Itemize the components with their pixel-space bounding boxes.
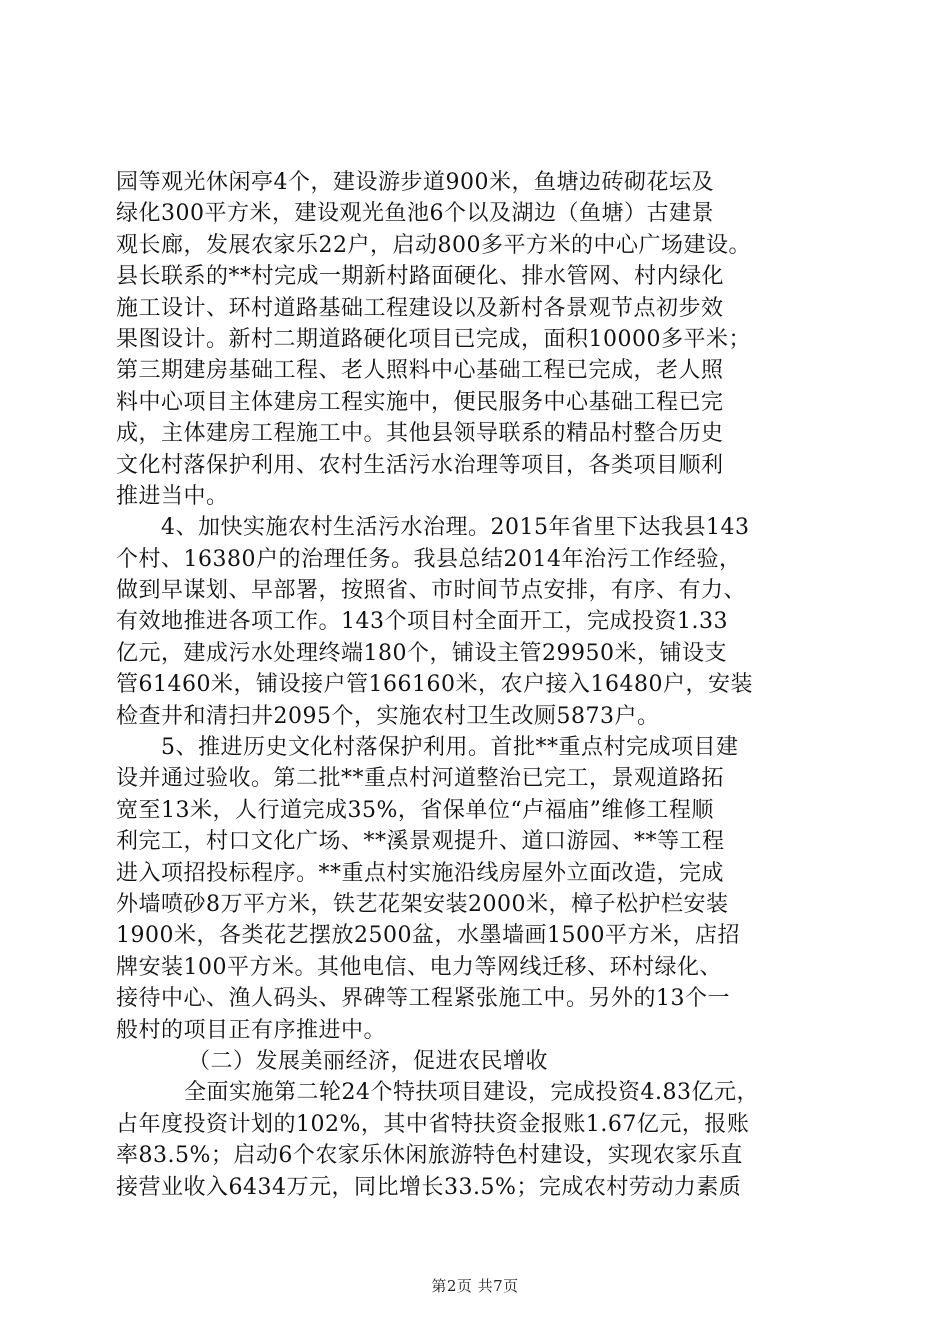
text-line: 果图设计。新村二期道路硬化项目已完成，面积10000多平米； [116, 326, 751, 352]
section-heading: （二）发展美丽经济，促进农民增收 [188, 1048, 549, 1074]
text-line: 率83.5%；启动6个农家乐休闲旅游特色村建设，实现农家乐直 [116, 1143, 743, 1169]
paragraph-start-line: 全面实施第二轮24个特扶项目建设，完成投资4.83亿元， [184, 1080, 759, 1106]
text-line: 文化村落保护利用、农村生活污水治理等项目，各类项目顺利 [116, 452, 724, 478]
text-line: 外墙喷砂8万平方米，铁艺花架安装2000米，樟子松护栏安装 [116, 891, 729, 917]
text-line: 检查井和清扫井2095个，实施农村卫生改厕5873户。 [116, 703, 660, 729]
text-line: 利完工，村口文化广场、**溪景观提升、道口游园、**等工程 [116, 829, 725, 855]
text-line: 进入项招投标程序。**重点村实施沿线房屋外立面改造，完成 [116, 860, 725, 886]
text-line: 有效地推进各项工作。143个项目村全面开工，完成投资1.33 [116, 609, 728, 635]
text-line: 县长联系的**村完成一期新村路面硬化、排水管网、村内绿化 [116, 264, 725, 290]
text-line: 接待中心、渔人码头、界碑等工程紧张施工中。另外的13个一 [116, 986, 730, 1012]
text-line: 般村的项目正有序推进中。 [116, 1017, 387, 1043]
text-line: 宽至13米，人行道完成35%，省保单位“卢福庙”维修工程顺 [116, 797, 714, 823]
text-line: 设并通过验收。第二批**重点村河道整治已完工，景观道路拓 [116, 766, 725, 792]
page-number-footer: 第2页 共7页 [431, 1277, 519, 1295]
text-line: 推进当中。 [116, 483, 229, 509]
text-line: 绿化300平方米，建设观光鱼池6个以及湖边（鱼塘）古建景 [116, 201, 714, 227]
text-line: 成，主体建房工程施工中。其他县领导联系的精品村整合历史 [116, 421, 724, 447]
text-line: 施工设计、环村道路基础工程建设以及新村各景观节点初步效 [116, 295, 724, 321]
text-line: 管61460米，铺设接户管166160米，农户接入16480户，安装 [116, 672, 753, 698]
text-line: 牌安装100平方米。其他电信、电力等网线迁移、环村绿化、 [116, 954, 722, 980]
text-line: 1900米，各类花艺摆放2500盆，水墨墙画1500平方米，店招 [116, 923, 740, 949]
text-line: 第三期建房基础工程、老人照料中心基础工程已完成，老人照 [116, 358, 724, 384]
text-line: 料中心项目主体建房工程实施中，便民服务中心基础工程已完 [116, 389, 724, 415]
text-line: 占年度投资计划的102%，其中省特扶资金报账1.67亿元，报账 [116, 1111, 750, 1137]
text-line: 个村、16380户的治理任务。我县总结2014年治污工作经验， [116, 546, 742, 572]
paragraph-start-line: 5、推进历史文化村落保护利用。首批**重点村完成项目建 [161, 735, 739, 761]
text-line: 观长廊，发展农家乐22户，启动800多平方米的中心广场建设。 [116, 232, 751, 258]
text-line: 接营业收入6434万元，同比增长33.5%；完成农村劳动力素质 [116, 1174, 742, 1200]
document-body [116, 167, 836, 1203]
text-line: 园等观光休闲亭4个，建设游步道900米，鱼塘边砖砌花坛及 [116, 170, 714, 195]
text-line: 亿元，建成污水处理终端180个，铺设主管29950米，铺设支 [116, 640, 727, 666]
paragraph-start-line: 4、加快实施农村生活污水治理。2015年省里下达我县143 [161, 515, 750, 541]
text-line: 做到早谋划、早部署，按照省、市时间节点安排，有序、有力、 [116, 578, 747, 604]
